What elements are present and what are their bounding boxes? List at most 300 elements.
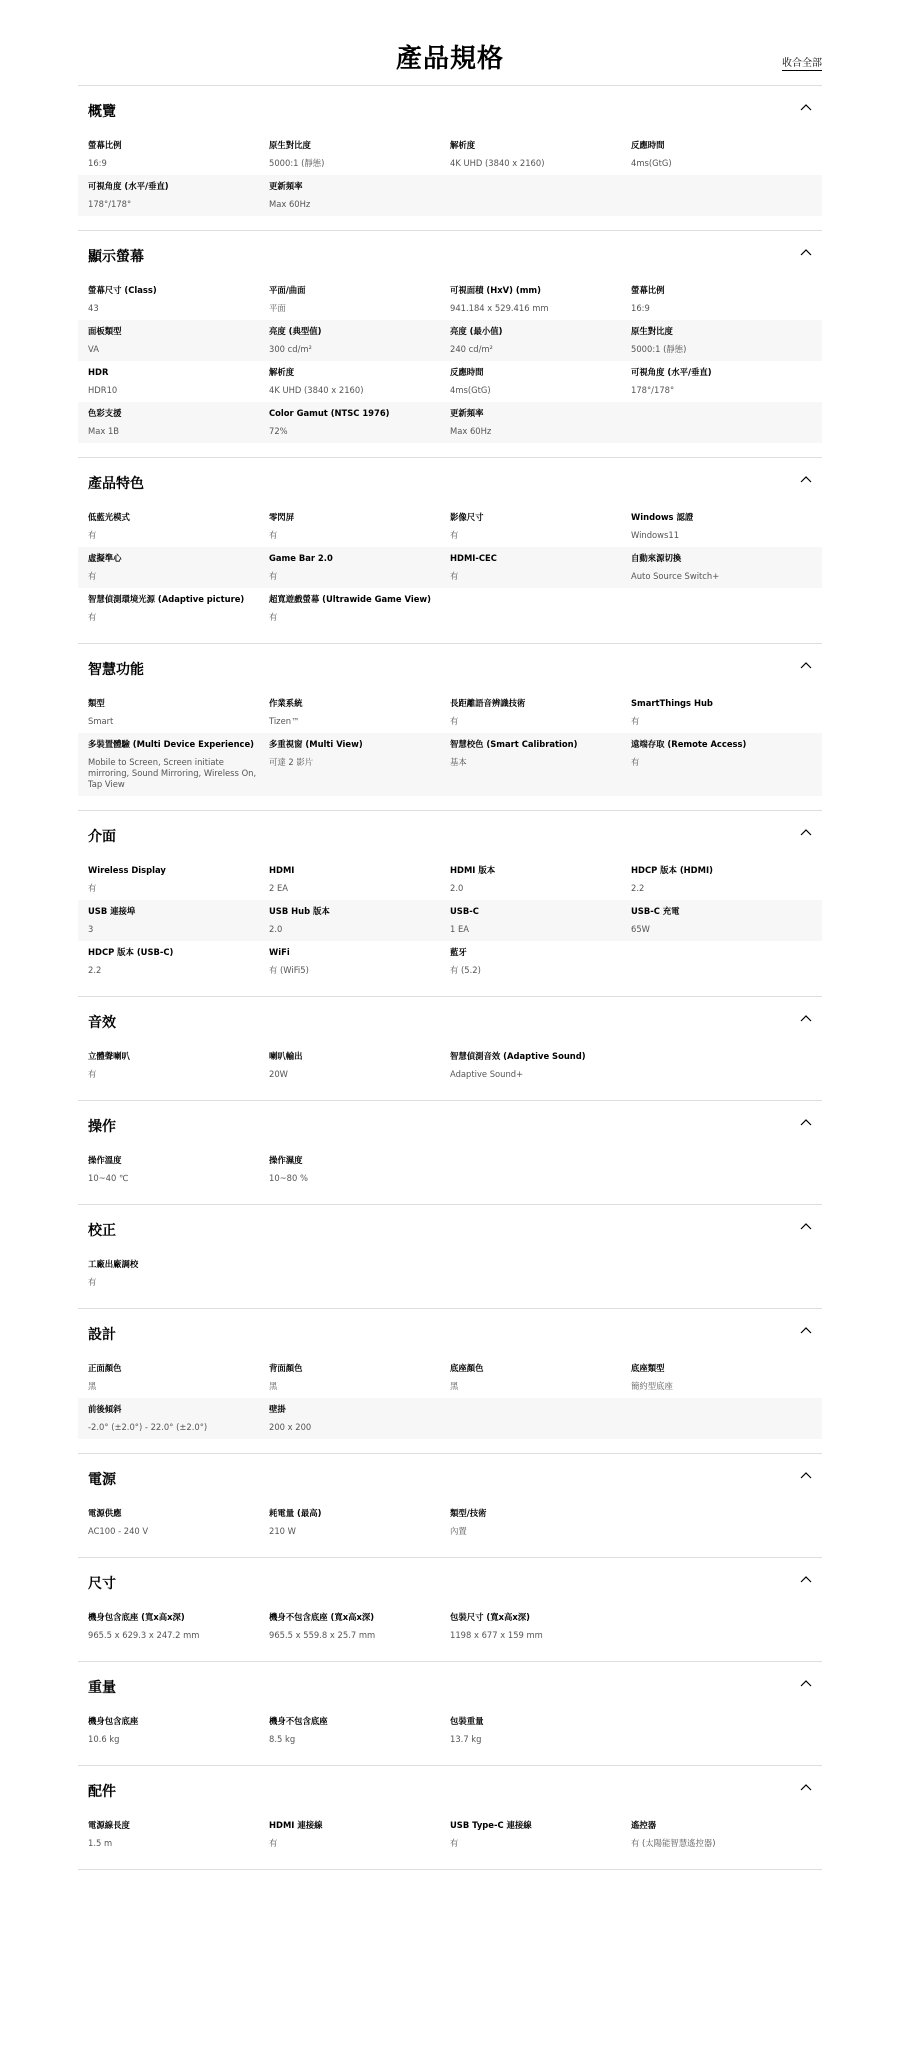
spec-label: 零閃屏 xyxy=(269,512,295,522)
spec-section xyxy=(78,1766,822,1870)
spec-value: 4K UHD (3840 x 2160) xyxy=(450,158,545,168)
spec-row xyxy=(78,175,822,216)
spec-label: 面板類型 xyxy=(88,326,122,336)
chevron-up-icon[interactable] xyxy=(800,475,812,483)
spec-value: 有 xyxy=(631,716,640,726)
spec-label: 操作濕度 xyxy=(269,1155,303,1165)
spec-item xyxy=(269,1612,450,1641)
spec-row xyxy=(78,361,822,402)
spec-value: 1198 x 677 x 159 mm xyxy=(450,1630,543,1640)
spec-row xyxy=(78,588,822,629)
spec-item xyxy=(88,326,269,355)
spec-value: 2.0 xyxy=(450,883,464,893)
section-header[interactable] xyxy=(78,86,822,134)
section-title: 設計 xyxy=(88,1327,116,1343)
section-header[interactable] xyxy=(78,1558,822,1606)
spec-section xyxy=(78,1205,822,1309)
spec-item xyxy=(269,739,450,790)
section-header[interactable] xyxy=(78,997,822,1045)
spec-label: 電源線長度 xyxy=(88,1820,130,1830)
spec-value: 有 (WiFi5) xyxy=(269,965,309,975)
spec-row xyxy=(78,506,822,547)
spec-label: 多裝置體驗 (Multi Device Experience) xyxy=(88,739,255,749)
spec-value: 有 xyxy=(269,1838,278,1848)
spec-label: 亮度 (典型值) xyxy=(269,326,322,336)
spec-row xyxy=(78,900,822,941)
spec-label: 螢幕尺寸 (Class) xyxy=(88,285,157,295)
section-header[interactable] xyxy=(78,1662,822,1710)
chevron-up-icon[interactable] xyxy=(800,1471,812,1479)
spec-item xyxy=(450,947,631,976)
spec-value: 黑 xyxy=(450,1381,459,1391)
spec-label: 低藍光模式 xyxy=(88,512,130,522)
spec-label: 長距離語音辨識技術 xyxy=(450,698,526,708)
spec-label: 類型 xyxy=(88,698,105,708)
spec-row xyxy=(78,1606,822,1647)
spec-section xyxy=(78,1558,822,1662)
spec-item xyxy=(450,367,631,396)
spec-label: Color Gamut (NTSC 1976) xyxy=(269,408,390,418)
spec-value: Mobile to Screen, Screen initiate mirroring, Sound Mirroring, Wireless On, Tap View xyxy=(88,757,257,789)
spec-item xyxy=(269,408,450,437)
spec-item xyxy=(88,1820,269,1849)
spec-label: 工廠出廠調校 xyxy=(88,1259,139,1269)
spec-item xyxy=(450,906,631,935)
spec-value: 178°/178° xyxy=(631,385,675,395)
spec-label: 耗電量 (最高) xyxy=(269,1508,322,1518)
spec-item xyxy=(269,1820,450,1849)
spec-item xyxy=(88,1716,269,1745)
spec-value: 941.184 x 529.416 mm xyxy=(450,303,549,313)
spec-value: 有 xyxy=(450,571,459,581)
spec-label: WiFi xyxy=(269,947,290,957)
spec-value: Auto Source Switch+ xyxy=(631,571,720,581)
spec-value: HDR10 xyxy=(88,385,118,395)
spec-label: 原生對比度 xyxy=(631,326,673,336)
section-title: 概覽 xyxy=(88,104,116,120)
spec-section xyxy=(78,997,822,1101)
spec-value: Tizen™ xyxy=(269,716,300,726)
spec-item xyxy=(88,1508,269,1537)
section-title: 校正 xyxy=(88,1223,116,1239)
spec-row xyxy=(78,279,822,320)
spec-row xyxy=(78,1710,822,1751)
spec-item xyxy=(631,326,812,355)
page-header xyxy=(0,0,900,86)
spec-item xyxy=(88,408,269,437)
spec-label: 可視角度 (水平/垂直) xyxy=(631,367,712,377)
spec-label: 智慧偵測音效 (Adaptive Sound) xyxy=(450,1051,586,1061)
spec-value: 200 x 200 xyxy=(269,1422,312,1432)
spec-value: 5000:1 (靜態) xyxy=(631,344,687,354)
spec-value: 基本 xyxy=(450,757,467,767)
spec-item xyxy=(450,140,631,169)
spec-item xyxy=(88,512,269,541)
spec-item xyxy=(88,906,269,935)
spec-label: 正面顏色 xyxy=(88,1363,122,1373)
spec-label: 更新頻率 xyxy=(269,181,303,191)
spec-row xyxy=(78,941,822,982)
spec-item xyxy=(450,865,631,894)
spec-section xyxy=(78,1101,822,1205)
spec-value: AC100 - 240 V xyxy=(88,1526,149,1536)
spec-value: Windows11 xyxy=(631,530,680,540)
spec-item xyxy=(269,1155,450,1184)
spec-label: 虛擬準心 xyxy=(88,553,122,563)
spec-item xyxy=(450,553,631,582)
spec-value: 有 xyxy=(631,757,640,767)
spec-value: 10.6 kg xyxy=(88,1734,120,1744)
spec-label: 更新頻率 xyxy=(450,408,484,418)
spec-label: Wireless Display xyxy=(88,865,166,875)
spec-label: USB-C 充電 xyxy=(631,906,680,916)
spec-label: USB Hub 版本 xyxy=(269,906,330,916)
spec-row xyxy=(78,1357,822,1398)
spec-row xyxy=(78,547,822,588)
spec-label: 超寬遊戲螢幕 (Ultrawide Game View) xyxy=(269,594,431,604)
spec-item xyxy=(450,1612,631,1641)
spec-value: 有 (太陽能智慧遙控器) xyxy=(631,1838,716,1848)
spec-label: 機身包含底座 xyxy=(88,1716,139,1726)
spec-label: USB Type-C 連接線 xyxy=(450,1820,532,1830)
spec-item xyxy=(269,865,450,894)
spec-row xyxy=(78,1253,822,1294)
spec-row xyxy=(78,320,822,361)
spec-value: 有 xyxy=(88,1277,97,1287)
spec-item xyxy=(88,1612,269,1641)
spec-item xyxy=(88,1363,269,1392)
spec-label: 亮度 (最小值) xyxy=(450,326,503,336)
spec-label: 自動來源切換 xyxy=(631,553,682,563)
spec-item xyxy=(631,285,812,314)
spec-label: HDMI 版本 xyxy=(450,865,496,875)
spec-value: 有 xyxy=(269,571,278,581)
spec-label: 操作溫度 xyxy=(88,1155,122,1165)
spec-value: Smart xyxy=(88,716,114,726)
spec-value: 有 xyxy=(450,530,459,540)
spec-label: 可視角度 (水平/垂直) xyxy=(88,181,169,191)
spec-item xyxy=(88,140,269,169)
spec-value: -2.0° (±2.0°) - 22.0° (±2.0°) xyxy=(88,1422,208,1432)
spec-label: 機身包含底座 (寬x高x深) xyxy=(88,1612,185,1622)
spec-value: 可達 2 影片 xyxy=(269,757,314,767)
spec-value: 1 EA xyxy=(450,924,470,934)
spec-value: 965.5 x 629.3 x 247.2 mm xyxy=(88,1630,200,1640)
spec-label: 平面/曲面 xyxy=(269,285,306,295)
spec-label: 喇叭輸出 xyxy=(269,1051,303,1061)
spec-label: 前後傾斜 xyxy=(88,1404,122,1414)
spec-item xyxy=(269,947,450,976)
section-header[interactable] xyxy=(78,1101,822,1149)
spec-value: 有 xyxy=(88,571,97,581)
spec-value: 72% xyxy=(269,426,288,436)
spec-label: 遙控器 xyxy=(631,1820,657,1830)
spec-label: HDMI-CEC xyxy=(450,553,497,563)
spec-value: 黑 xyxy=(88,1381,97,1391)
section-title: 操作 xyxy=(88,1119,116,1135)
spec-item xyxy=(269,512,450,541)
spec-item xyxy=(88,1259,269,1288)
spec-label: 螢幕比例 xyxy=(88,140,122,150)
spec-label: HDCP 版本 (HDMI) xyxy=(631,865,713,875)
chevron-up-icon[interactable] xyxy=(800,1222,812,1230)
section-title: 音效 xyxy=(88,1015,116,1031)
spec-item xyxy=(88,594,269,623)
section-header[interactable] xyxy=(78,1454,822,1502)
spec-item xyxy=(269,1404,450,1433)
spec-section xyxy=(78,458,822,644)
spec-item xyxy=(450,739,631,790)
spec-item xyxy=(631,367,812,396)
spec-value: 13.7 kg xyxy=(450,1734,482,1744)
section-title: 顯示螢幕 xyxy=(88,249,144,265)
spec-item xyxy=(269,698,450,727)
spec-item xyxy=(269,906,450,935)
spec-value: 5000:1 (靜態) xyxy=(269,158,325,168)
spec-label: 智慧校色 (Smart Calibration) xyxy=(450,739,578,749)
spec-item xyxy=(88,698,269,727)
spec-label: Game Bar 2.0 xyxy=(269,553,333,563)
collapse-all-link[interactable]: 收合全部 xyxy=(782,54,822,71)
spec-value: VA xyxy=(88,344,99,354)
section-header[interactable] xyxy=(78,1766,822,1814)
spec-item xyxy=(269,553,450,582)
chevron-up-icon[interactable] xyxy=(800,1679,812,1687)
spec-item xyxy=(269,594,450,623)
spec-value: 有 (5.2) xyxy=(450,965,481,975)
spec-value: 65W xyxy=(631,924,650,934)
spec-value: 20W xyxy=(269,1069,288,1079)
chevron-up-icon[interactable] xyxy=(800,248,812,256)
spec-label: 底座顏色 xyxy=(450,1363,484,1373)
spec-label: 立體聲喇叭 xyxy=(88,1051,130,1061)
chevron-up-icon[interactable] xyxy=(800,1575,812,1583)
spec-value: 有 xyxy=(269,612,278,622)
section-header[interactable] xyxy=(78,811,822,859)
spec-item xyxy=(631,1363,812,1392)
spec-item xyxy=(88,1155,269,1184)
spec-value: 有 xyxy=(450,1838,459,1848)
section-title: 配件 xyxy=(88,1784,116,1800)
spec-item xyxy=(88,367,269,396)
spec-item xyxy=(269,367,450,396)
section-title: 介面 xyxy=(88,829,116,845)
spec-label: 影像尺寸 xyxy=(450,512,484,522)
spec-value: 2.2 xyxy=(88,965,102,975)
spec-item xyxy=(450,1051,631,1080)
spec-label: 解析度 xyxy=(269,367,295,377)
spec-row xyxy=(78,1814,822,1855)
spec-value: 178°/178° xyxy=(88,199,132,209)
spec-section xyxy=(78,1662,822,1766)
spec-value: 有 xyxy=(88,883,97,893)
spec-label: USB-C xyxy=(450,906,479,916)
spec-value: 有 xyxy=(450,716,459,726)
spec-item xyxy=(88,285,269,314)
spec-value: 有 xyxy=(88,1069,97,1079)
spec-item xyxy=(631,512,812,541)
spec-label: 智慧偵測環境光源 (Adaptive picture) xyxy=(88,594,245,604)
spec-item xyxy=(631,865,812,894)
spec-section xyxy=(78,231,822,458)
spec-item xyxy=(88,947,269,976)
spec-label: 機身不包含底座 xyxy=(269,1716,328,1726)
spec-label: 原生對比度 xyxy=(269,140,311,150)
section-header[interactable] xyxy=(78,231,822,279)
section-title: 重量 xyxy=(88,1680,116,1696)
spec-item xyxy=(450,1508,631,1537)
spec-value: 965.5 x 559.8 x 25.7 mm xyxy=(269,1630,376,1640)
spec-item xyxy=(269,140,450,169)
spec-value: 2.0 xyxy=(269,924,283,934)
spec-item xyxy=(269,285,450,314)
spec-value: 8.5 kg xyxy=(269,1734,296,1744)
spec-row xyxy=(78,134,822,175)
spec-value: 有 xyxy=(88,612,97,622)
spec-item xyxy=(269,1051,450,1080)
spec-item xyxy=(269,326,450,355)
spec-value: 4ms(GtG) xyxy=(450,385,491,395)
section-header[interactable] xyxy=(78,644,822,692)
spec-item xyxy=(450,1820,631,1849)
spec-label: HDR xyxy=(88,367,109,377)
spec-label: 背面顏色 xyxy=(269,1363,303,1373)
spec-item xyxy=(269,1716,450,1745)
spec-item xyxy=(88,181,269,210)
spec-value: 10~80 % xyxy=(269,1173,308,1183)
spec-item xyxy=(631,140,812,169)
spec-label: 色彩支援 xyxy=(88,408,122,418)
spec-value: 內置 xyxy=(450,1526,467,1536)
spec-label: 反應時間 xyxy=(631,140,665,150)
spec-value: Max 60Hz xyxy=(450,426,492,436)
section-title: 電源 xyxy=(88,1472,116,1488)
spec-label: 機身不包含底座 (寬x高x深) xyxy=(269,1612,375,1622)
chevron-up-icon[interactable] xyxy=(800,1014,812,1022)
spec-label: 底座類型 xyxy=(631,1363,665,1373)
spec-label: 類型/技術 xyxy=(450,1508,487,1518)
spec-label: 作業系統 xyxy=(269,698,303,708)
spec-value: 10~40 ℃ xyxy=(88,1173,129,1183)
spec-item xyxy=(631,906,812,935)
spec-value: Adaptive Sound+ xyxy=(450,1069,524,1079)
spec-value: 240 cd/m² xyxy=(450,344,493,354)
chevron-up-icon[interactable] xyxy=(800,103,812,111)
spec-value: 黑 xyxy=(269,1381,278,1391)
chevron-up-icon[interactable] xyxy=(800,1326,812,1334)
spec-value: 1.5 m xyxy=(88,1838,113,1848)
spec-section xyxy=(78,811,822,997)
section-title: 尺寸 xyxy=(88,1576,116,1592)
spec-label: 反應時間 xyxy=(450,367,484,377)
spec-value: 16:9 xyxy=(631,303,650,313)
section-title: 產品特色 xyxy=(88,476,144,492)
spec-label: SmartThings Hub xyxy=(631,698,713,708)
spec-item xyxy=(450,698,631,727)
spec-item xyxy=(450,1716,631,1745)
spec-section xyxy=(78,86,822,231)
spec-label: 包裝尺寸 (寬x高x深) xyxy=(450,1612,530,1622)
spec-label: HDMI xyxy=(269,865,295,875)
spec-value: 3 xyxy=(88,924,94,934)
spec-value: 2.2 xyxy=(631,883,645,893)
spec-label: 多重視窗 (Multi View) xyxy=(269,739,363,749)
spec-row xyxy=(78,1502,822,1543)
spec-label: HDCP 版本 (USB-C) xyxy=(88,947,174,957)
spec-section xyxy=(78,1454,822,1558)
spec-label: Windows 認證 xyxy=(631,512,694,522)
spec-sections xyxy=(0,86,900,1870)
section-title: 智慧功能 xyxy=(88,662,144,678)
page-title: 產品規格 xyxy=(395,44,504,74)
section-header[interactable] xyxy=(78,458,822,506)
chevron-up-icon[interactable] xyxy=(800,1783,812,1791)
spec-row xyxy=(78,1045,822,1086)
spec-label: 解析度 xyxy=(450,140,476,150)
spec-label: 螢幕比例 xyxy=(631,285,665,295)
spec-item xyxy=(450,408,631,437)
spec-item xyxy=(631,553,812,582)
spec-section xyxy=(78,644,822,811)
spec-item xyxy=(269,181,450,210)
spec-label: USB 連接埠 xyxy=(88,906,136,916)
spec-value: 平面 xyxy=(269,303,286,313)
spec-item xyxy=(631,698,812,727)
section-header[interactable] xyxy=(78,1309,822,1357)
spec-label: 包裝重量 xyxy=(450,1716,484,1726)
spec-label: 遠端存取 (Remote Access) xyxy=(631,739,747,749)
spec-item xyxy=(88,865,269,894)
spec-item xyxy=(450,326,631,355)
spec-row xyxy=(78,402,822,443)
spec-item xyxy=(88,1051,269,1080)
spec-row xyxy=(78,1149,822,1190)
spec-item xyxy=(450,285,631,314)
spec-value: 4K UHD (3840 x 2160) xyxy=(269,385,364,395)
spec-value: 有 xyxy=(269,530,278,540)
chevron-up-icon[interactable] xyxy=(800,1118,812,1126)
spec-value: 16:9 xyxy=(88,158,107,168)
spec-item xyxy=(88,739,269,790)
spec-row xyxy=(78,859,822,900)
section-header[interactable] xyxy=(78,1205,822,1253)
spec-value: 簡約型底座 xyxy=(631,1381,673,1391)
spec-item xyxy=(450,1363,631,1392)
spec-value: 4ms(GtG) xyxy=(631,158,672,168)
spec-row xyxy=(78,733,822,796)
spec-value: Max 1B xyxy=(88,426,120,436)
chevron-up-icon[interactable] xyxy=(800,661,812,669)
spec-value: 43 xyxy=(88,303,99,313)
spec-value: 有 xyxy=(88,530,97,540)
spec-label: HDMI 連接線 xyxy=(269,1820,323,1830)
spec-item xyxy=(269,1363,450,1392)
spec-item xyxy=(450,512,631,541)
spec-item xyxy=(269,1508,450,1537)
chevron-up-icon[interactable] xyxy=(800,828,812,836)
spec-row xyxy=(78,692,822,733)
spec-label: 可視面積 (HxV) (mm) xyxy=(450,285,541,295)
spec-value: 2 EA xyxy=(269,883,289,893)
spec-row xyxy=(78,1398,822,1439)
spec-item xyxy=(88,1404,269,1433)
spec-label: 藍牙 xyxy=(450,947,467,957)
spec-label: 電源供應 xyxy=(88,1508,122,1518)
spec-item xyxy=(88,553,269,582)
spec-item xyxy=(631,739,812,790)
spec-value: 210 W xyxy=(269,1526,296,1536)
spec-item xyxy=(631,1820,812,1849)
